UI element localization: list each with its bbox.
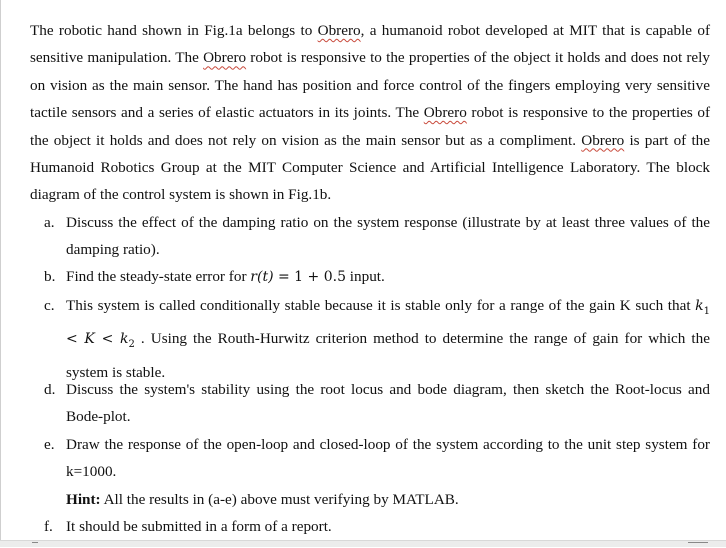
item-e-text: Draw the response of the open-loop and closed-loop of the system according to the unit step system for k=1000.	[66, 436, 710, 481]
math-gain-K: K	[84, 331, 95, 348]
item-c-label: c.	[44, 297, 55, 314]
math-k2: k	[120, 331, 129, 348]
hint-label: Hint:	[66, 491, 101, 508]
spellcheck-word[interactable]: Obrero	[203, 49, 247, 67]
item-b-text: Find the steady-state error for r(t) = 1 + 0.5 input.	[66, 268, 385, 285]
item-d-label: d.	[44, 381, 56, 398]
page-left-border	[0, 0, 1, 547]
intro-paragraph	[30, 17, 710, 209]
item-d-text: Discuss the system's stability using the root locus and bode diagram, then sketch the Root-locus and Bode-plot.	[66, 381, 710, 426]
intro-text-5: is part of the Humanoid Robotics Group at the MIT Computer Science and Artificial Intelligence Laboratory. The block diagram of the control system is shown in Fig.1b.	[30, 131, 710, 204]
page-bottom-shade	[0, 541, 726, 547]
item-a-label: a.	[44, 214, 55, 231]
item-f-label: f.	[44, 518, 53, 535]
spellcheck-word[interactable]: Obrero	[581, 131, 625, 149]
margin-mark-right	[688, 542, 708, 548]
item-a-text: Discuss the effect of the damping ratio on the system response (illustrate by at least three values of the damping ratio).	[66, 214, 710, 259]
spellcheck-word[interactable]: Obrero	[317, 22, 361, 39]
hint-text: All the results in (a-e) above must verifying by MATLAB.	[100, 491, 459, 508]
spellcheck-word[interactable]: Obrero	[423, 104, 467, 122]
item-e-label: e.	[44, 436, 55, 453]
margin-mark-left	[32, 542, 38, 548]
item-c-text: This system is called conditionally stable because it is stable only for a range of the gain K such that $k_1 < K < k_2$ . Using the Routh-Hurwitz criterion method to determine the range of gain for which the system is stable.	[66, 297, 710, 381]
item-b-label: b.	[44, 268, 56, 285]
hint-line	[66, 486, 710, 513]
math-k1: k	[695, 298, 704, 314]
intro-text-4: robot is responsive to the properties of the object it holds and does not rely on vision as the main sensor but as a compliment.	[30, 104, 710, 149]
math-input-value: = 1 + 0.5	[273, 269, 346, 285]
intro-text-2: , a humanoid robot developed at MIT that is capable of sensitive manipulation. The	[30, 22, 711, 67]
math-r-of-t: r(t)	[250, 269, 274, 285]
item-f-text: It should be submitted in a form of a report.	[66, 518, 332, 535]
intro-text-3: robot is responsive to the properties of the object it holds and does not rely on vision as the main sensor. The hand has position and force control of the fingers employing very sensitive tactile sensors and a series of elastic actuators in its joints. The	[30, 49, 710, 122]
intro-text-1: The robotic hand shown in Fig.1a belongs to	[30, 22, 318, 39]
